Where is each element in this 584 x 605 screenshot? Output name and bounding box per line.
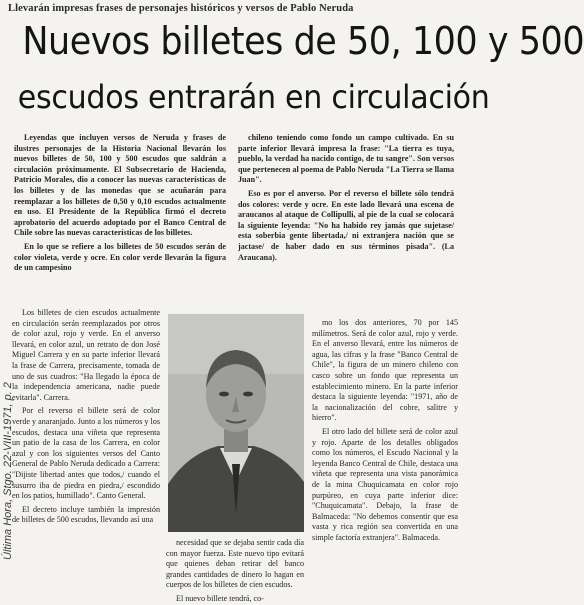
paragraph: El otro lado del billete será de color azul y rojo. Aparte de los detalles obligados como los números, el Escudo Nacional y la leyenda Banco Central de Chile, destaca una viñeta que representa una vista panorámica de la mina Chuquicamata en color rojo purpúreo, en cuya parte inferior dice: "Chuquicamata". Debajo, la frase de Balmaceda: "No debemos consentir que esa vasta y rica región sea convertida en una simple factoría extranjera". Balmaceda. [312, 426, 458, 542]
paragraph: Eso es por el anverso. Por el reverso el billete sólo tendrá dos colores: verde y ocre. En este lado llevará una escena de araucanos al ataque de Collipulli, al pie de la cual se colocará la siguiente leyenda: "No ha habido rey jamás que sujetase/ esta soberbia gente libertada,/ ni extranjera nación que se jactase/ de haber dado en sus términos pisada". (La Araucana). [238, 188, 454, 262]
body-column-2 [166, 538, 304, 603]
handwritten-source-note: Última Hora, Stgo. 22-VIII-1971, p. 2 [2, 382, 14, 560]
intro-left-column [14, 133, 226, 287]
paragraph: mo los dos anteriores, 70 por 145 milímetros. Será de color azul, rojo y verde. En el anverso llevará, entre los números de agua, las cifras y la frase "Banco Central de Chile", la figura de un minero chileno con casco sobre un fondo que representa un establecimiento minero. En la parte inferior destaca la siguiente leyenda: "1971, año de la nacionalización del cobre, salitre y hierro". [312, 318, 458, 423]
intro-right-column [238, 133, 454, 309]
body-column-1 [12, 308, 160, 595]
paragraph: necesidad que se dejaba sentir cada día con mayor fuerza. Este nuevo tipo evitará que quienes deban retirar del banco grandes cantidades de dinero lo hagan en cuerpos de los billetes de cien escudos. [166, 538, 304, 590]
paragraph: El decreto incluye también la impresión de billetes de 500 escudos, llevando así una [12, 504, 160, 525]
paragraph: En lo que se refiere a los billetes de 50 escudos serán de color violeta, verde y ocre. En color verde llevarán la figura de un campesino [14, 241, 226, 273]
paragraph: Leyendas que incluyen versos de Neruda y frases de ilustres personajes de la Historia Nacional llevarán los nuevos billetes de 50, 100 y 500 escudos que saldrán a circulación próximamente. El Subsecretario de Hacienda, Patricio Morales, dio a conocer las nuevas características de los billetes y de las monedas que se acuñarán para reemplazar a los billetes de 0,50 y 0,10 escudos actualmente en uso. El Presidente de la República firmó el decreto aprobatorio del acuerdo adoptado por el Banco Central de Chile sobre las nuevas características de los billetes. [14, 133, 226, 238]
portrait-photo [168, 314, 304, 532]
body-column-3 [312, 318, 458, 596]
paragraph: Por el reverso el billete será de color verde y anaranjado. Junto a los números y los escudos, destaca una viñeta que representa un patio de la casa de los Carrera, en color azul y con los siguientes versos del Canto General de Pablo Neruda dedicado a Carrera: "Dijiste libertad antes que todos,/ cuando el susurro iba de piedra en piedra,/ escondido en los patios, humillado". Canto General. [12, 406, 160, 501]
paragraph: El nuevo billete tendrá, co- [176, 593, 264, 603]
headline-line-2: escudos entrarán en circulación [17, 78, 490, 116]
paragraph: chileno teniendo como fondo un campo cultivado. En su parte inferior llevará impresa la frase: "La tierra es tuya, pueblo, la verdad ha nacido contigo, de tu sangre". Son versos que pertenecen al poema de Pablo Neruda "La Tierra se llama Juan". [238, 133, 454, 185]
kicker: Llevarán impresas frases de personajes históricos y versos de Pablo Neruda [8, 3, 354, 14]
headline-line-1: Nuevos billetes de 50, 100 y 500 [22, 19, 584, 63]
paragraph: Los billetes de cien escudos actualmente en circulación serán reemplazados por otros de color azul, rojo y verde. En el anverso llevará, en color azul, un retrato de don José Miguel Carrera y en su parte inferior llevará la frase de Carrera, precisamente, tomada de uno de sus cuadros: "Ha llegado la época de la independencia americana, nadie puede evitarla". Carrera. [12, 308, 160, 402]
